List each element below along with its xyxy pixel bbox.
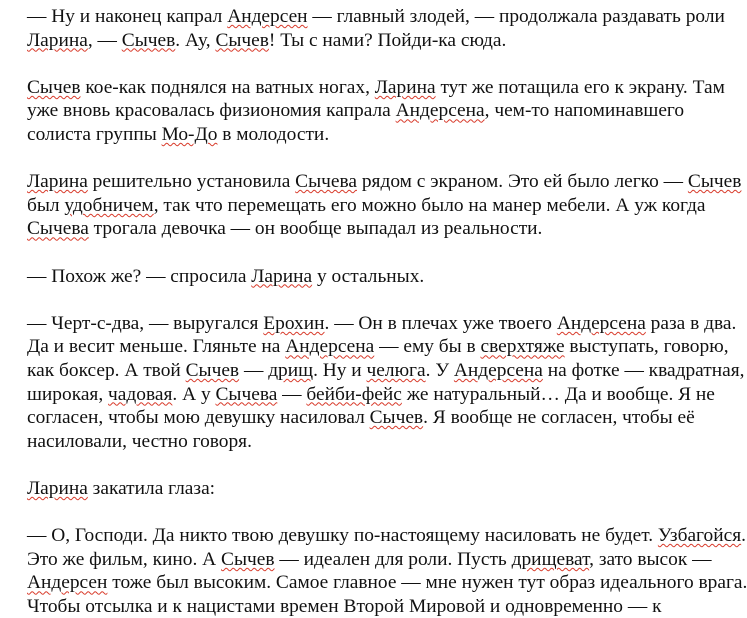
text-line: [27, 30, 506, 52]
text-run: же натуральный… Да и вообще. Я не: [401, 383, 715, 405]
spellcheck-flagged-word: Ларина: [27, 29, 88, 51]
text-run: — О, Господи. Да никто твою девушку по-настоящему насиловать не будет.: [27, 525, 658, 547]
text-run: насиловали, честно говоря.: [27, 430, 252, 452]
spellcheck-flagged-word: Ларина: [27, 171, 88, 193]
text-run: Да и весит меньше. Гляньте на: [27, 336, 286, 358]
text-run: Чтобы отсылка и к нацистами времен Второй Мировой и одновременно — к: [27, 596, 662, 617]
text-run: — идеален для роли. Пусть: [274, 548, 512, 570]
text-run: . — Он в плечах уже твоего: [324, 312, 557, 334]
spellcheck-flagged-word: Андерсен: [27, 572, 108, 594]
text-run: у остальных.: [312, 265, 425, 287]
text-line: [27, 596, 662, 618]
spellcheck-flagged-word: дрищеват: [511, 548, 590, 570]
text-run: . Ау,: [175, 29, 216, 51]
spellcheck-flagged-word: Андерсена: [395, 100, 485, 122]
spellcheck-flagged-word: чадовая: [108, 383, 173, 405]
spellcheck-flagged-word: Сычева: [295, 171, 357, 193]
text-run: был: [27, 194, 65, 216]
text-run: решительно установила: [87, 171, 296, 193]
text-run: кое-как поднялся на ватных ногах,: [80, 76, 375, 98]
text-line: [27, 336, 729, 358]
text-line: [27, 431, 252, 453]
text-line: [27, 171, 741, 193]
text-run: трогала девочка — он вообще выпадал из реальности.: [88, 218, 543, 240]
text-run: —: [239, 360, 269, 381]
text-run: .: [741, 525, 746, 547]
spellcheck-flagged-word: удобничем: [64, 194, 154, 216]
text-run: уже вновь красовалась физиономия капрала: [27, 100, 396, 122]
text-line: [27, 572, 747, 594]
text-run: — Ну и наконец капрал: [27, 6, 228, 27]
spellcheck-flagged-word: Сычев: [185, 360, 240, 381]
spellcheck-flagged-word: Сычев: [369, 407, 424, 429]
spellcheck-flagged-word: сверхтяже: [480, 336, 565, 358]
text-line: [27, 77, 725, 99]
text-run: , так что перемещать его можно было на манер мебели. А уж когда: [153, 194, 706, 216]
text-run: . Ну и: [313, 360, 367, 381]
text-line: [27, 100, 684, 122]
text-line: [27, 360, 745, 382]
text-run: солиста группы: [27, 124, 162, 145]
text-run: . Я вообще не согласен, чтобы её: [423, 407, 695, 429]
spellcheck-flagged-word: бейби-фейс: [306, 383, 402, 405]
text-run: — Похож же? — спросила: [27, 265, 252, 287]
spellcheck-flagged-word: Сычева: [27, 218, 89, 240]
text-run: согласен, чтобы мою девушку насиловал: [27, 407, 370, 429]
text-line: [27, 384, 715, 406]
text-line: [27, 6, 725, 28]
text-line: [27, 549, 712, 571]
text-run: . А у: [172, 383, 216, 405]
text-run: в молодости.: [217, 124, 330, 145]
text-line: [27, 195, 705, 217]
text-run: рядом с экраном. Это ей было легко —: [357, 171, 688, 193]
text-run: —: [277, 383, 307, 405]
spellcheck-flagged-word: челюга: [366, 360, 426, 381]
spellcheck-flagged-word: Ерохин: [263, 312, 325, 334]
text-run: — ему бы в: [374, 336, 481, 358]
text-line: [27, 313, 736, 335]
spellcheck-flagged-word: Сычева: [215, 383, 278, 405]
text-run: тоже был высоким. Самое главное — мне нужен тут образ идеального врага.: [107, 572, 747, 594]
text-run: на фотке — квадратная,: [542, 360, 745, 381]
spellcheck-flagged-word: Андерсена: [453, 360, 543, 381]
text-run: — главный злодей, — продолжала раздавать роли: [307, 6, 725, 27]
text-run: , зато высок —: [589, 548, 712, 570]
text-run: Это же фильм, кино. А: [27, 548, 222, 570]
spellcheck-flagged-word: Сычев: [121, 29, 176, 51]
spellcheck-flagged-word: Сычев: [215, 29, 269, 51]
spellcheck-flagged-word: дрищ: [268, 360, 314, 381]
text-line: [27, 218, 542, 240]
spellcheck-flagged-word: Мо-До: [161, 124, 218, 145]
spellcheck-flagged-word: Ларина: [27, 478, 88, 499]
spellcheck-flagged-word: Узбагойся: [657, 525, 742, 547]
text-run: ! Ты с нами? Пойди-ка сюда.: [268, 29, 507, 51]
text-line: [27, 407, 695, 429]
text-run: , чем-то напоминавшего: [484, 100, 685, 122]
text-run: раза в два.: [645, 312, 737, 334]
spellcheck-flagged-word: Ларина: [374, 76, 436, 98]
text-run: закатила глаза:: [87, 478, 216, 499]
text-run: тут же потащила его к экрану. Там: [435, 76, 725, 98]
spellcheck-flagged-word: Андерсена: [285, 336, 375, 358]
spellcheck-flagged-word: Ларина: [251, 265, 313, 287]
text-run: , —: [87, 29, 122, 51]
text-run: широкая,: [27, 383, 109, 405]
text-line: [27, 478, 215, 500]
text-line: [27, 266, 424, 288]
text-line: [27, 525, 746, 547]
spellcheck-flagged-word: Андерсен: [227, 6, 308, 27]
spellcheck-flagged-word: Сычев: [221, 548, 275, 570]
text-run: — Черт-с-два, — выругался: [27, 312, 264, 334]
text-run: выступать, говорю,: [564, 336, 729, 358]
spellcheck-flagged-word: Андерсена: [556, 312, 646, 334]
text-run: . У: [425, 360, 454, 381]
text-run: как боксер. А твой: [27, 360, 186, 381]
text-line: [27, 124, 329, 146]
spellcheck-flagged-word: Сычев: [687, 171, 742, 193]
spellcheck-flagged-word: Сычев: [27, 76, 81, 98]
